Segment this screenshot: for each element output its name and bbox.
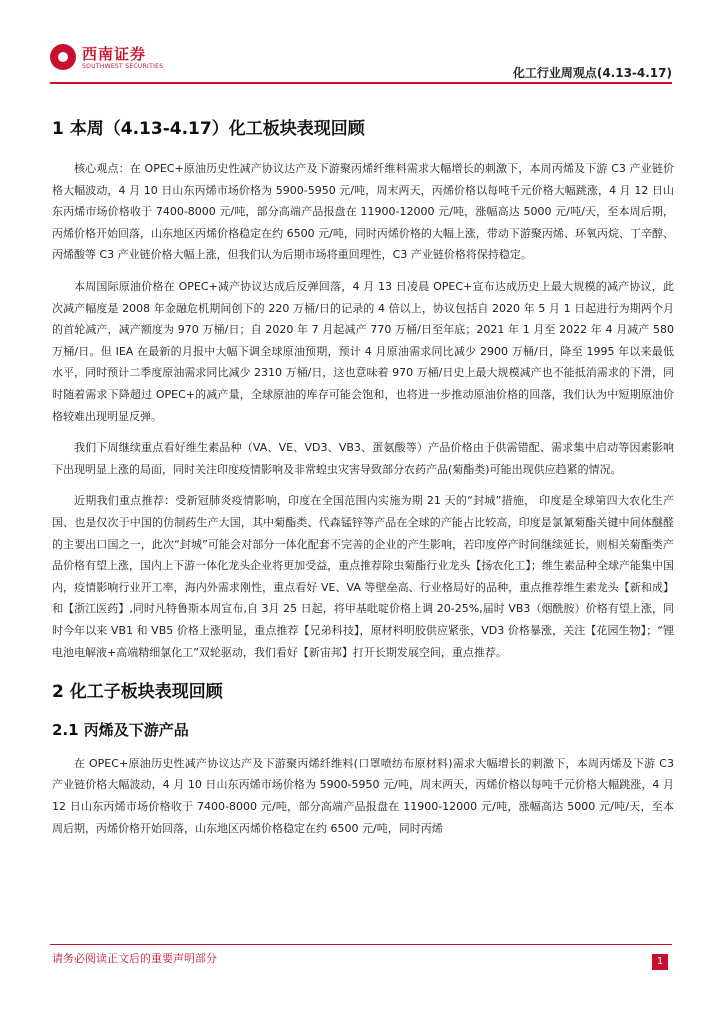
logo-mark-icon [50,44,76,70]
document-body [52,118,674,849]
company-logo [50,40,168,76]
section-1-heading: 1 本周（4.13-4.17）化工板块表现回顾 [52,119,365,139]
page-header [0,0,724,82]
header-divider [50,82,672,84]
section-1-paragraph: 本周国际原油价格在 OPEC+减产协议达成后反弹回落，4 月 13 日凌晨 OPEC+宣布达成历史上最大规模的减产协议，此次减产幅度是 2008 年金融危机期间创下的 220 万桶/日的记录的 4 倍以上，协议包括自 2020 年 5 月 1 日起进行为期两个月的首轮减产，减产额度为 970 万桶/日；自 2020 年 7 月起减产 770 万桶/日至年底；2021 年 1 月至 2022 年 4 月减产 580 万桶/日。但 IEA 在最新的月报中大幅下调全球原油预期，预计 4 月原油需求同比减少 2900 万桶/日，降至 1995 年以来最低水平，同时预计二季度原油需求同比减少 2310 万桶/日，这也意味着 970 万桶/日史上最大规模减产也不能抵消需求的下滑，同时随着需求下降超过 OPEC+的减产量，全球原油的库存可能会饱和，也将进一步推动原油价格的回落，我们认为中短期原油价格较难出现明显反弹。 [52,280,674,423]
footer-divider [50,944,672,945]
disclaimer-note: 请务必阅读正文后的重要声明部分 [52,952,217,965]
section-2-1-heading: 2.1 丙烯及下游产品 [52,721,189,740]
logo-english-name: SOUTHWEST SECURITIES [82,63,164,70]
page-number: 1 [652,954,668,970]
section-1-paragraph: 我们下周继续重点看好维生素品种（VA、VE、VD3、VB3、蛋氨酸等）产品价格由于供需错配、需求集中启动等因素影响下出现明显上涨的局面，同时关注印度疫情影响及非常蝗虫灾害导致部分农药产品(菊酯类)可能出现供应趋紧的情况。 [52,441,674,476]
section-2-heading: 2 化工子板块表现回顾 [52,682,223,703]
section-2-paragraph: 在 OPEC+原油历史性减产协议达产及下游聚丙烯纤维料(口罩喷纺布原材料)需求大幅增长的刺激下，本周丙烯及下游 C3 产业链价格大幅波动，4 月 10 日山东丙烯市场价格为 5900-5950 元/吨，周末两天，丙烯价格以每吨千元价格大幅跳涨，4 月 12 日山东丙烯市场价格收于 7400-8000 元/吨，部分高端产品报盘在 11900-12000 元/吨，涨幅高达 5000 元/吨/天，至本周后期，丙烯价格开始回落，山东地区丙烯价格稳定在约 6500 元/吨，同时丙烯 [52,756,674,835]
logo-chinese-name: 西南证券 [82,45,147,63]
report-title: 化工行业周观点(4.13-4.17) [512,66,672,80]
section-1-paragraph: 核心观点：在 OPEC+原油历史性减产协议达产及下游聚丙烯纤维料需求大幅增长的刺激下，本周丙烯及下游 C3 产业链价格大幅波动，4 月 10 日山东丙烯市场价格为 5900-5950 元/吨，周末两天，丙烯价格以每吨千元价格大幅跳涨，4 月 12 日山东丙烯市场价格收于 7400-8000 元/吨，部分高端产品报盘在 11900-12000 元/吨，涨幅高达 5000 元/吨/天，至本周后期，丙烯价格开始回落，山东地区丙烯价格稳定在约 6500 元/吨，同时丙烯价格的大幅上涨，带动下游聚丙烯、环氧丙烷、丁辛醇、丙烯酸等 C3 产业链价格大幅上涨，但我们认为后期市场将重回理性，C3 产业链价格将保持稳定。 [52,162,674,262]
section-1-paragraph: 近期我们重点推荐：受新冠肺炎疫情影响，印度在全国范围内实施为期 21 天的“封城”措施， 印度是全球第四大农化生产国、也是仅次于中国的仿制药生产大国，其中菊酯类、代森锰锌等产品在全球的产能占比较高，印度是氯氰菊酯关键中间体醚醛的主要出口国之一，此次“封城”可能会对部分一体化配套不完善的企业的产生影响，若印度停产时间继续延长，则相关菊酯类产品价格有望上涨，国内上下游一体化龙头企业将更加受益，重点推荐除虫菊酯行业龙头【扬农化工】；维生素品种全球产能集中国内，疫情影响行业开工率，海内外需求刚性，重点看好 VE、VA 等壁垒高、行业格局好的品种，重点推荐维生素龙头【新和成】和【浙江医药】,同时凡特鲁斯本周宣布,自 3月 25 日起，将甲基吡啶价格上调 20-25%,届时 VB3（烟酰胺）价格有望上涨，同时今年以来 VB1 和 VB5 价格上涨明显，重点推荐【兄弟科技】，原材料明胶供应紧张，VD3 价格暴涨，关注【花园生物】；“锂电池电解液+高端精细氯化工”双轮驱动，我们看好【新宙邦】打开长期发展空间，重点推荐。 [52,494,674,659]
